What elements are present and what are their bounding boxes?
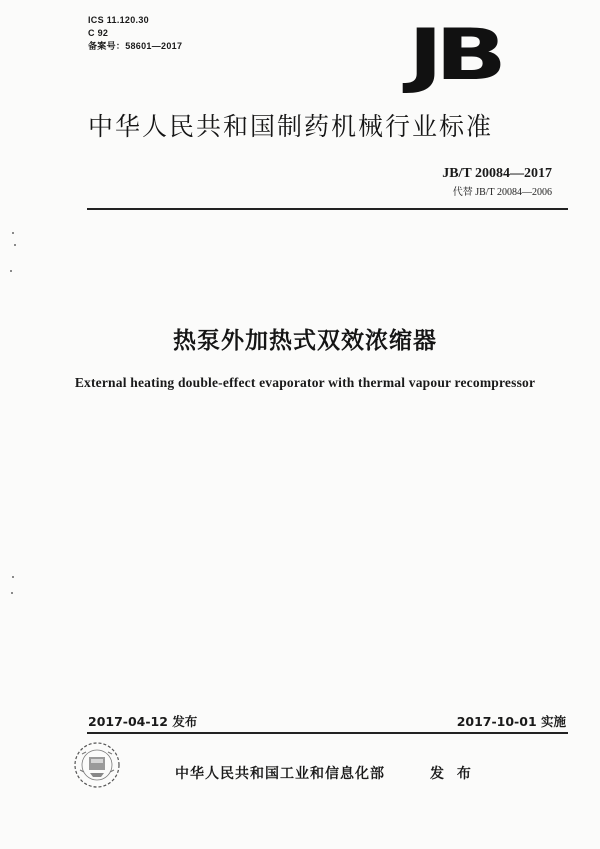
publish-date: 2017-04-12 发布 <box>88 714 198 729</box>
ics-code: ICS 11.120.30 <box>88 15 149 25</box>
scan-speck <box>12 232 14 234</box>
ccs-code: C 92 <box>88 28 109 38</box>
jb-logo: JB <box>408 14 499 96</box>
bottom-divider <box>87 732 568 734</box>
publisher-name: 中华人民共和国工业和信息化部 <box>175 766 385 782</box>
standard-category-title: 中华人民共和国制药机械行业标准 <box>88 112 494 141</box>
publish-label: 发 布 <box>430 766 475 782</box>
implement-date: 2017-10-01 实施 <box>456 714 566 729</box>
scan-speck <box>10 270 12 272</box>
ministry-seal-icon <box>72 740 122 790</box>
replaces-standard: 代替 JB/T 20084—2006 <box>452 187 552 198</box>
scan-speck <box>11 592 13 594</box>
top-divider <box>87 208 568 210</box>
standard-number: JB/T 20084—2017 <box>442 166 552 181</box>
scan-speck <box>12 576 14 578</box>
document-title-english: External heating double-effect evaporator with thermal vapour recompressor <box>74 375 536 390</box>
document-title-chinese: 热泵外加热式双效浓缩器 <box>173 328 437 354</box>
record-number: 备案号：58601—2017 <box>88 41 183 51</box>
scan-speck <box>14 244 16 246</box>
